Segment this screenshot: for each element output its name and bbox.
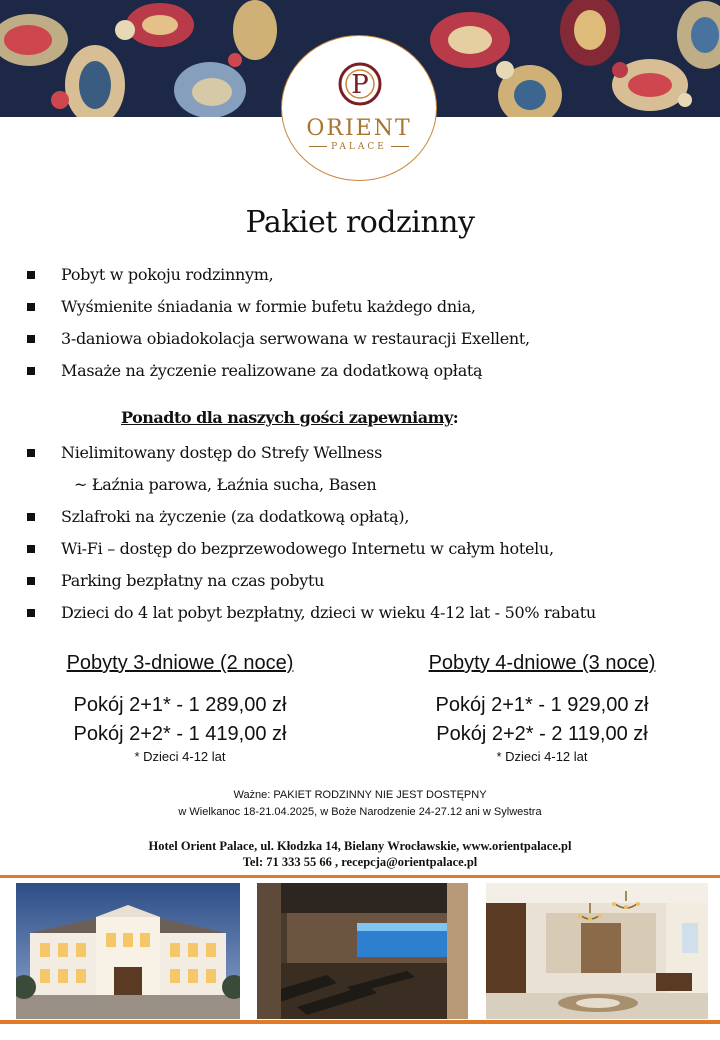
- contact-info: [0, 838, 720, 870]
- bullet-icon: [27, 609, 35, 617]
- extra-text: Szlafroki na życzenie (za dodatkową opłatą),: [61, 507, 410, 526]
- features-list: [0, 259, 530, 387]
- extra-text: Parking bezpłatny na czas pobytu: [61, 571, 325, 590]
- logo-subname: PALACE: [282, 142, 436, 152]
- list-item: [0, 597, 596, 629]
- divider-bottom: [0, 1020, 720, 1024]
- package-price-line: Pokój 2+1* - 1 929,00 zł: [435, 694, 649, 716]
- extra-text: Dzieci do 4 lat pobyt bezpłatny, dzieci w wieku 4-12 lat - 50% rabatu: [61, 603, 596, 622]
- list-item: [0, 565, 596, 597]
- package-4-day: [392, 652, 692, 764]
- feature-text: Pobyt w pokoju rodzinnym,: [61, 265, 274, 284]
- page-title: Pakiet rodzinny: [245, 205, 475, 240]
- logo-name: ORIENT: [306, 116, 412, 141]
- feature-text: Masaże na życzenie realizowane za dodatkową opłatą: [61, 361, 483, 380]
- notice-line: w Wielkanoc 18-21.04.2025, w Boże Narodzenie 24-27.12 ani w Sylwestra: [178, 806, 542, 818]
- contact-address: Hotel Orient Palace, ul. Kłodzka 14, Bielany Wrocławskie, www.orientpalace.pl: [148, 839, 572, 853]
- extra-text: Nielimitowany dostęp do Strefy Wellness: [61, 443, 383, 462]
- extras-list: [0, 437, 596, 629]
- bullet-icon: [27, 449, 35, 457]
- logo-monogram-icon: [336, 60, 384, 112]
- hotel-logo: [281, 35, 437, 181]
- list-item: [0, 291, 530, 323]
- feature-text: Wyśmienite śniadania w formie bufetu każdego dnia,: [61, 297, 476, 316]
- notice-line: Ważne: PAKIET RODZINNY NIE JEST DOSTĘPNY: [233, 789, 487, 801]
- package-note: * Dzieci 4-12 lat: [134, 749, 226, 764]
- bullet-icon: [27, 335, 35, 343]
- extras-heading: [121, 408, 458, 427]
- availability-notice: [0, 787, 720, 821]
- package-heading: Pobyty 3-dniowe (2 noce): [66, 652, 294, 674]
- bullet-icon: [27, 303, 35, 311]
- package-heading: Pobyty 4-dniowe (3 noce): [428, 652, 656, 674]
- bullet-icon: [27, 271, 35, 279]
- bullet-icon: [27, 577, 35, 585]
- package-note: * Dzieci 4-12 lat: [496, 749, 588, 764]
- list-item: [0, 501, 596, 533]
- package-3-day: [30, 652, 330, 764]
- hotel-exterior-photo: [16, 883, 240, 1019]
- extra-text: Wi-Fi – dostęp do bezprzewodowego Internetu w całym hotelu,: [61, 539, 554, 558]
- package-price-line: Pokój 2+1* - 1 289,00 zł: [73, 694, 287, 716]
- bullet-icon: [27, 545, 35, 553]
- extras-heading-text: Ponadto dla naszych gości zapewniamy: [121, 408, 453, 427]
- list-item: [0, 323, 530, 355]
- list-item: [0, 355, 530, 387]
- package-price-line: Pokój 2+2* - 2 119,00 zł: [436, 723, 648, 745]
- list-subitem: [0, 469, 596, 501]
- extra-detail-text: ~ Łaźnia parowa, Łaźnia sucha, Basen: [74, 475, 377, 494]
- bullet-icon: [27, 513, 35, 521]
- package-price-line: Pokój 2+2* - 1 419,00 zł: [73, 723, 287, 745]
- hotel-lobby-photo: [486, 883, 708, 1019]
- feature-text: 3-daniowa obiadokolacja serwowana w restauracji Exellent,: [61, 329, 530, 348]
- list-item: [0, 437, 596, 469]
- photo-strip: [0, 878, 720, 1020]
- contact-phone-email: Tel: 71 333 55 66 , recepcja@orientpalace.pl: [242, 855, 478, 869]
- list-item: [0, 533, 596, 565]
- logo-monogram-letter: P: [351, 70, 369, 100]
- extras-heading-suffix: :: [452, 408, 459, 427]
- list-item: [0, 259, 530, 291]
- bullet-icon: [27, 367, 35, 375]
- wellness-pool-photo: [257, 883, 468, 1019]
